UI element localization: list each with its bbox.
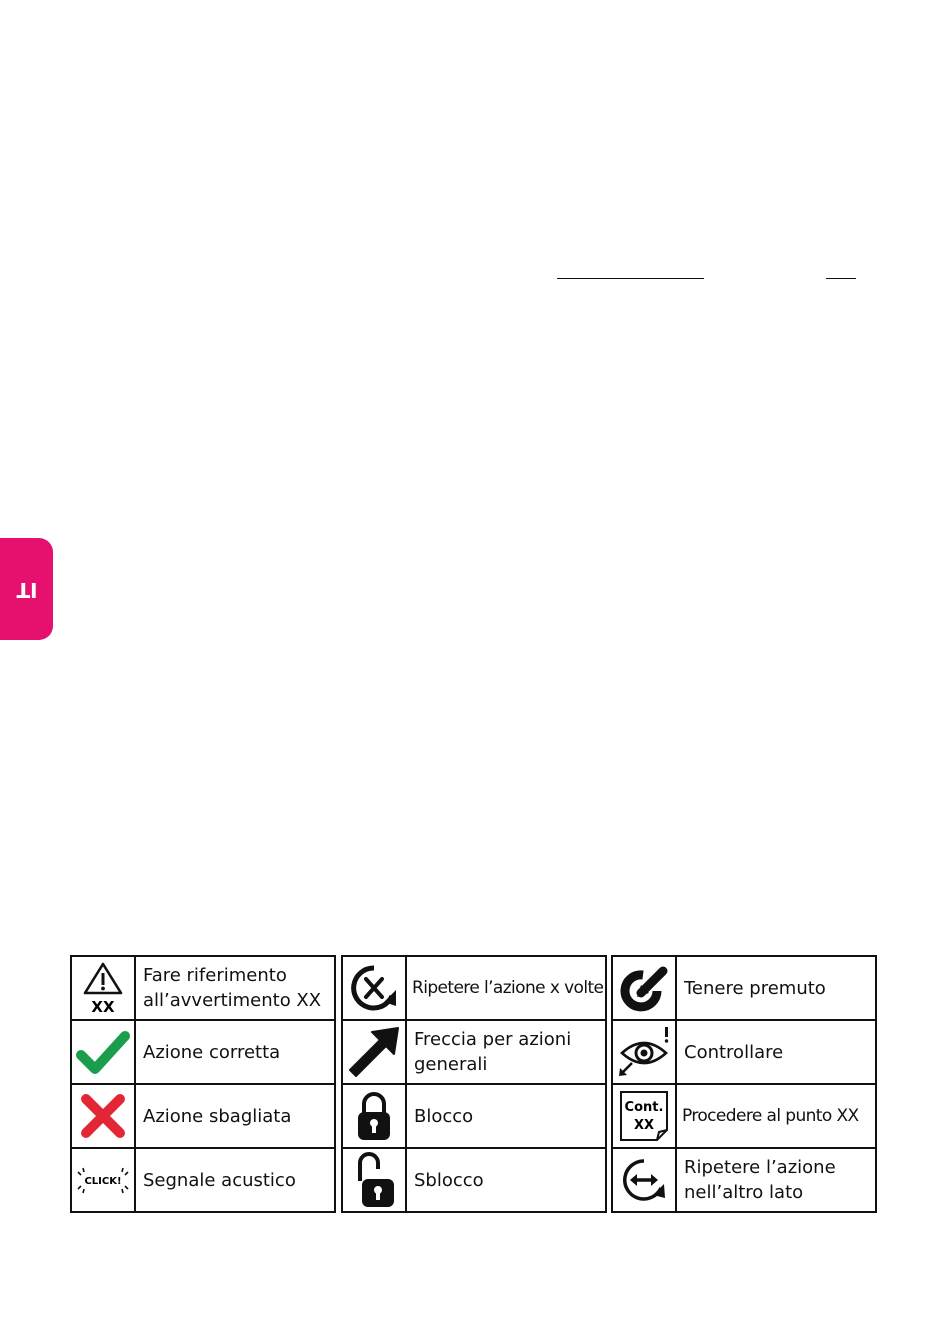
- repeat-other-side-icon: [619, 1155, 669, 1205]
- legend-column-1: [70, 955, 336, 1213]
- click-icon: [74, 1163, 132, 1197]
- legend-label: Controllare: [676, 1020, 876, 1084]
- continue-icon: [617, 1088, 671, 1144]
- checkmark-icon: [76, 1029, 130, 1075]
- legend-row: [612, 1084, 876, 1148]
- warning-cell: [71, 956, 135, 1020]
- legend-row: [342, 1020, 606, 1084]
- checkmark-cell: [71, 1020, 135, 1084]
- legend-row: [612, 1020, 876, 1084]
- warning-icon-text: XX: [91, 998, 115, 1015]
- legend-label: Blocco: [406, 1084, 606, 1148]
- legend-label: Tenere premuto: [676, 956, 876, 1020]
- eye-icon: [616, 1025, 672, 1079]
- unlock-cell: [342, 1148, 406, 1212]
- legend-label: Azione corretta: [135, 1020, 335, 1084]
- legend-label: Segnale acustico: [135, 1148, 335, 1212]
- cross-cell: [71, 1084, 135, 1148]
- repeat-x-icon: [348, 962, 400, 1014]
- legend-row: [71, 1084, 335, 1148]
- continue-icon-text-1: Cont.: [624, 1100, 664, 1115]
- legend-label: Sblocco: [406, 1148, 606, 1212]
- warning-icon: [81, 961, 125, 1015]
- legend-row: [612, 1148, 876, 1212]
- continue-cell: [612, 1084, 676, 1148]
- press-hold-icon: [619, 963, 669, 1013]
- cross-icon: [78, 1091, 128, 1141]
- legend-column-2: [341, 955, 607, 1213]
- click-icon-text: CLICK!: [84, 1176, 122, 1187]
- press-hold-cell: [612, 956, 676, 1020]
- legend-row: [612, 956, 876, 1020]
- legend-label: Ripetere l’azione nell’altro lato: [676, 1148, 876, 1212]
- lock-icon: [354, 1089, 394, 1143]
- lock-cell: [342, 1084, 406, 1148]
- continue-icon-text-2: XX: [633, 1118, 655, 1133]
- blank-line-long: [557, 278, 704, 279]
- arrow-icon: [346, 1024, 402, 1080]
- legend-label: Freccia per azioni generali: [406, 1020, 606, 1084]
- blank-line-short: [826, 278, 856, 279]
- legend-row: [342, 1084, 606, 1148]
- legend-column-3: [611, 955, 877, 1213]
- legend-row: [71, 1148, 335, 1212]
- legend-label: Fare riferimento all’avvertimento XX: [135, 956, 335, 1020]
- repeat-x-cell: [342, 956, 406, 1020]
- legend-label: Azione sbagliata: [135, 1084, 335, 1148]
- legend-row: [342, 956, 606, 1020]
- legend-label: Ripetere l’azione x volte: [406, 956, 606, 1020]
- legend-label: Procedere al punto XX: [676, 1084, 876, 1148]
- language-tab: [0, 538, 53, 640]
- arrow-cell: [342, 1020, 406, 1084]
- legend-row: [71, 956, 335, 1020]
- legend-row: [71, 1020, 335, 1084]
- unlock-icon: [352, 1151, 396, 1209]
- eye-cell: [612, 1020, 676, 1084]
- click-cell: [71, 1148, 135, 1212]
- repeat-other-side-cell: [612, 1148, 676, 1212]
- language-tab-label: IT: [16, 578, 38, 602]
- legend-row: [342, 1148, 606, 1212]
